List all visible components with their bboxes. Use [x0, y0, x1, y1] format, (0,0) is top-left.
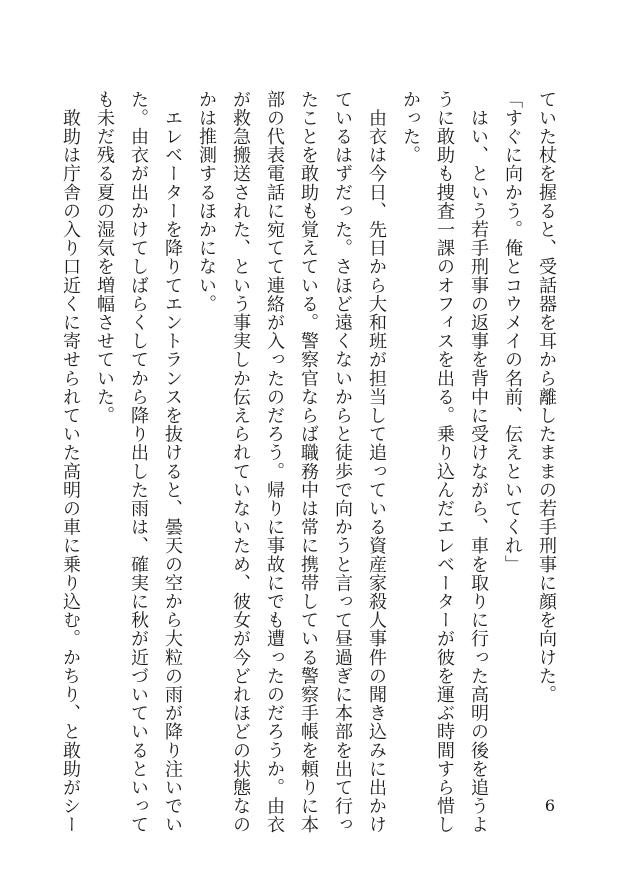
page-number: 6	[544, 796, 556, 815]
text-line: ているはずだった。さほど遠くないからと徒歩で向かうと言って昼過ぎに本部を出て行っ	[332, 90, 353, 834]
text-line: 敢助は庁舎の入り口近くに寄せられていた高明の車に乗り込む。かちり、と敢助がシー	[60, 90, 81, 834]
text-line: かった。	[400, 90, 421, 165]
text-line: たことを敢助も覚えている。警察官ならば職務中は常に携帯している警察手帳を頼りに本	[298, 90, 319, 834]
text-line: ていた杖を握ると、受話器を耳から離したままの若手刑事に顔を向けた。	[536, 90, 557, 704]
text-line: が救急搬送された、という事実しか伝えられていないため、彼女が今どれほどの状態なの	[230, 90, 251, 834]
text-line: うに敢助も捜査一課のオフィスを出る。乗り込んだエレベーターが彼を運ぶ時間すら惜し	[434, 90, 455, 834]
text-line: 部の代表電話に宛てて連絡が入ったのだろう。帰りに事故にでも遭ったのだろうか。由衣	[264, 90, 285, 834]
text-line: かは推測するほかにない。	[196, 90, 217, 314]
text-line: 「すぐに向かう。俺とコウメイの名前、伝えといてくれ」	[502, 90, 523, 574]
text-line: 由衣は今日、先日から大和班が担当して追っている資産家殺人事件の聞き込みに出かけ	[366, 90, 387, 834]
text-line: も未だ残る夏の湿気を増幅させていた。	[94, 90, 115, 425]
text-line: た。由衣が出かけてしばらくしてから降り出した雨は、確実に秋が近づいているといって	[128, 90, 149, 834]
body-text	[60, 90, 563, 834]
text-line: はい、という若手刑事の返事を背中に受けながら、車を取りに行った高明の後を追うよ	[468, 90, 489, 834]
text-line: エレベーターを降りてエントランスを抜けると、曇天の空から大粒の雨が降り注いでい	[162, 90, 183, 834]
